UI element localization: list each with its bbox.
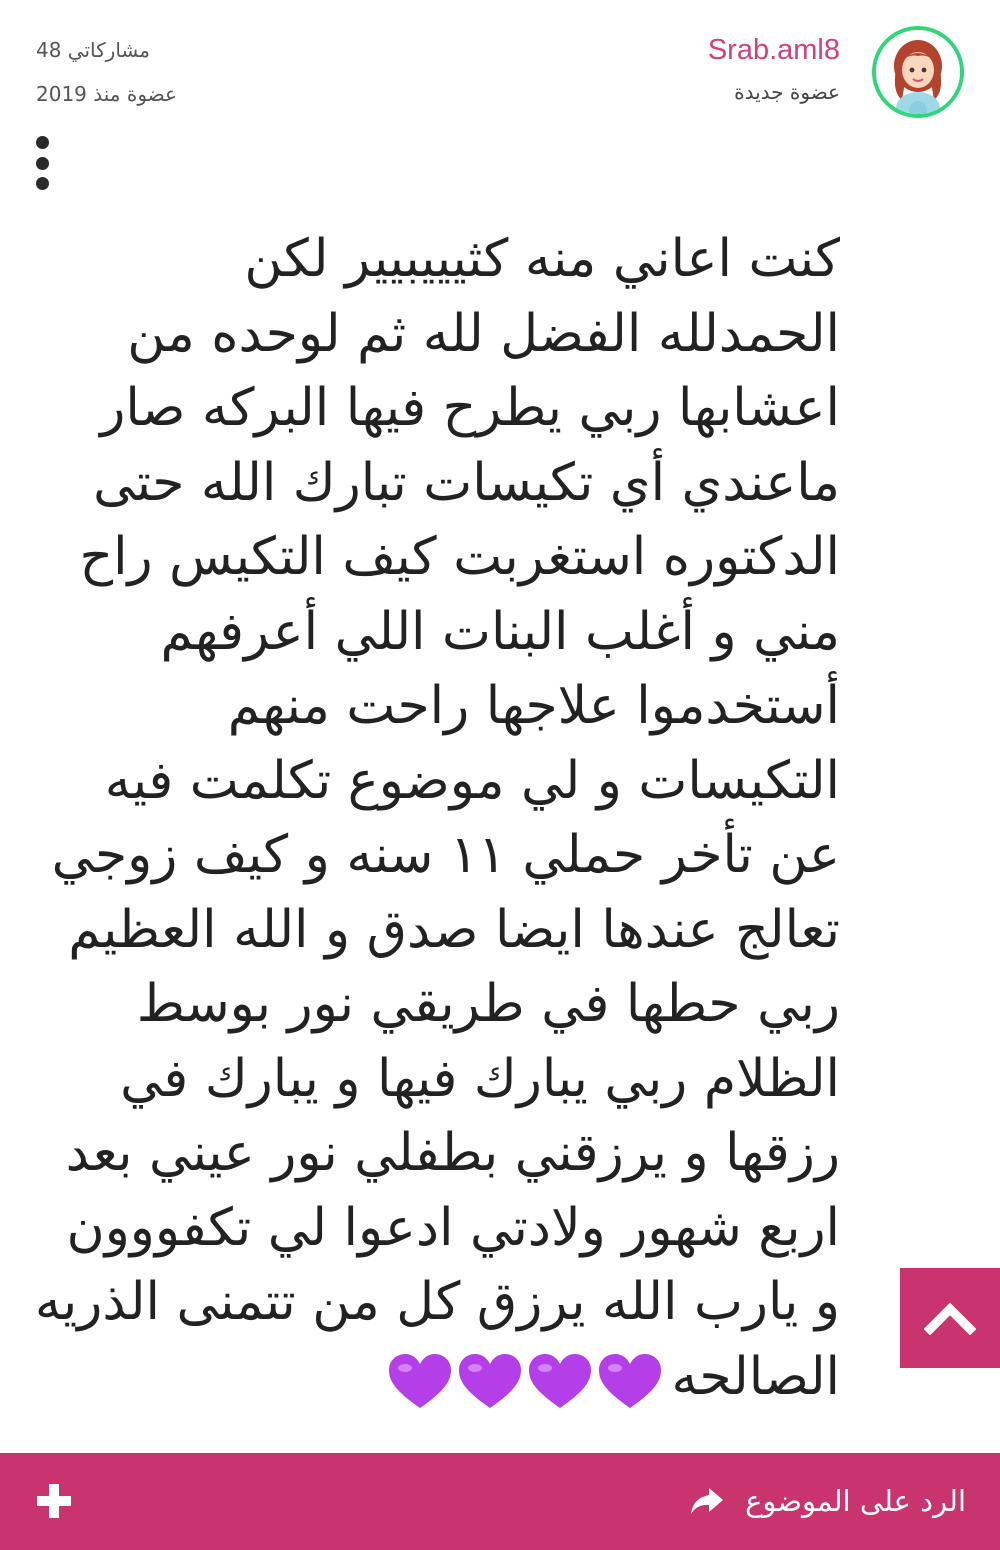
share-arrow-icon bbox=[689, 1486, 725, 1516]
post-line: اعشابها ربي يطرح فيها البركه صار bbox=[100, 378, 840, 438]
author-post-count: مشاركاتي 48 bbox=[36, 38, 150, 62]
author-rank: عضوة جديدة bbox=[734, 80, 840, 104]
post-line: الدكتوره استغربت كيف التكيس راح bbox=[79, 527, 840, 587]
post-line: ربي حطها في طريقي نور بوسط bbox=[136, 974, 840, 1034]
post-line: اربع شهور ولادتي ادعوا لي تكفووون bbox=[66, 1197, 840, 1258]
chevron-up-icon bbox=[924, 1301, 976, 1335]
post-line: الظلام ربي يبارك فيها و يبارك في bbox=[120, 1048, 840, 1109]
post-line: أستخدموا علاجها راحت منهم bbox=[227, 676, 840, 736]
purple-heart-icon bbox=[387, 1352, 453, 1412]
scroll-to-top-button[interactable] bbox=[900, 1268, 1000, 1368]
purple-heart-icons bbox=[383, 1349, 663, 1409]
purple-heart-emoji-group bbox=[383, 1342, 663, 1417]
post-line: كنت اعاني منه كثيييبيير لكن bbox=[244, 229, 840, 289]
reply-footer-bar bbox=[0, 1453, 1000, 1550]
add-button[interactable] bbox=[34, 1481, 74, 1521]
reply-to-topic-button[interactable] bbox=[689, 1475, 966, 1527]
author-username[interactable]: Srab.aml8 bbox=[707, 34, 840, 66]
post-line-text: الصالحه bbox=[671, 1346, 840, 1407]
reply-label: الرد على الموضوع bbox=[745, 1484, 966, 1518]
post-content bbox=[34, 222, 840, 1414]
post-line: عن تأخر حملي ١١ سنه و كيف زوجي bbox=[51, 825, 840, 885]
purple-heart-icon bbox=[527, 1352, 593, 1412]
post-line: تعالج عندها ايضا صدق و الله العظيم bbox=[68, 899, 840, 960]
author-member-since: عضوة منذ 2019 bbox=[36, 82, 177, 106]
purple-heart-icon bbox=[597, 1352, 663, 1412]
post-line: و يارب الله يرزق كل من تتمنى الذريه bbox=[34, 1272, 840, 1332]
post-line: التكيسات و لي موضوع تكلمت فيه bbox=[104, 750, 840, 811]
post-line: مني و أغلب البنات اللي أعرفهم bbox=[160, 601, 840, 662]
avatar[interactable] bbox=[872, 26, 964, 118]
avatar-image bbox=[876, 30, 960, 114]
kebab-menu-icon[interactable] bbox=[28, 136, 56, 190]
post-line: ماعندي أي تكيسات تبارك الله حتى bbox=[93, 452, 840, 513]
post-line: الحمدلله الفضل لله ثم لوحده من bbox=[127, 303, 840, 364]
post-line-last bbox=[40, 1340, 840, 1415]
plus-icon bbox=[34, 1481, 74, 1521]
purple-heart-icon bbox=[457, 1352, 523, 1412]
post-line: رزقها و يرزقني بطفلي نور عيني بعد bbox=[65, 1123, 840, 1183]
